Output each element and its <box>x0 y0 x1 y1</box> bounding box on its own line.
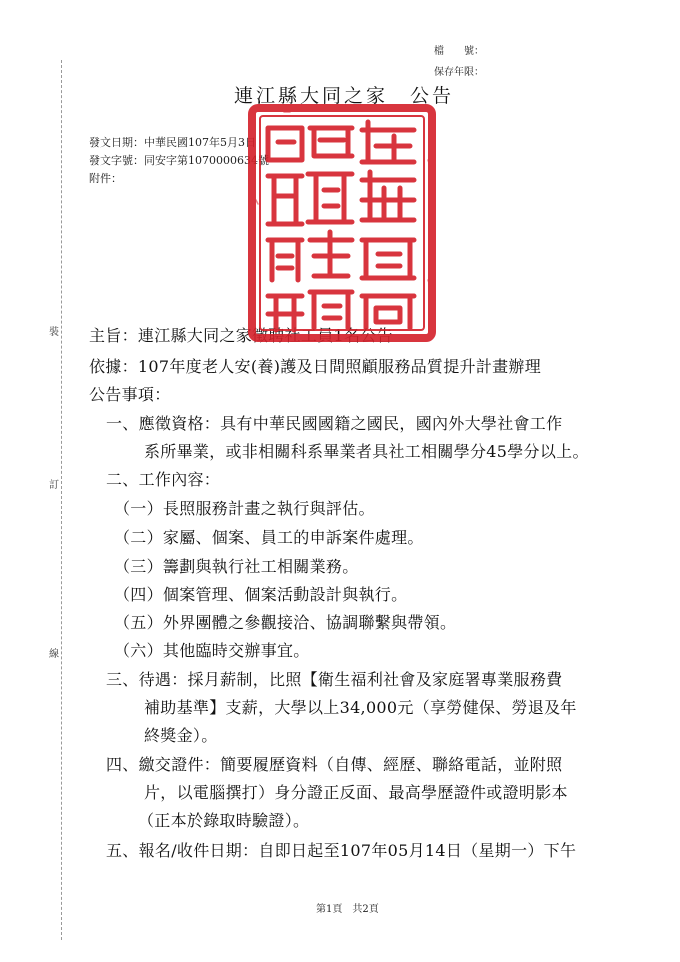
item4-text1: 簡要履歷資料（自傳、經歷、聯絡電話，並附照 <box>220 755 563 774</box>
binding-mark-xian: 線 <box>49 649 59 660</box>
issue-date-label: 發文日期： <box>89 136 144 149</box>
item1-line2: 系所畢業，或非相關科系畢業者具社工相關學分45學分以上。 <box>144 442 589 461</box>
item3-line2: 補助基準】支薪，大學以上34,000元（享勞健保、勞退及年 <box>144 698 577 717</box>
archive-no-label: 檔 號： <box>434 46 484 57</box>
binding-mark-zhuang: 裝 <box>49 327 59 338</box>
attachment-label: 附件： <box>89 172 122 185</box>
item4-line1 <box>106 752 562 775</box>
item2-sub-3: （三）籌劃與執行社工相關業務。 <box>114 557 359 576</box>
page-title: 連江縣大同之家 公告 <box>234 85 455 107</box>
binding-cut-line <box>61 60 62 940</box>
notice-label: 公告事項： <box>89 385 171 404</box>
item3-label: 三、待遇： <box>106 670 188 689</box>
item1-text1: 具有中華民國國籍之國民，國內外大學社會工作 <box>220 414 563 433</box>
page-number: 第1頁 共2頁 <box>316 904 379 915</box>
basis-label: 依據： <box>89 357 138 376</box>
basis-line <box>89 354 541 377</box>
item2-label: 二、工作內容： <box>106 470 221 489</box>
seal-glyph-column-middle <box>308 128 352 328</box>
doc-number-value: 同安字第1070000634號 <box>144 154 269 167</box>
retention-label: 保存年限： <box>434 67 484 78</box>
item3-line1 <box>106 667 562 690</box>
item2-sub-5: （五）外界團體之參觀接洽、協調聯繫與帶領。 <box>114 613 457 632</box>
item5-text1: 自即日起至107年05月14日（星期一）下午 <box>258 841 577 860</box>
binding-mark-ding: 訂 <box>49 480 59 491</box>
item2-sub-4: （四）個案管理、個案活動設計與執行。 <box>114 585 408 604</box>
item5-line1 <box>106 838 576 861</box>
item2-sub-2: （二）家屬、個案、員工的申訴案件處理。 <box>114 528 424 547</box>
item3-line3: 終獎金）。 <box>144 726 218 745</box>
official-seal <box>244 100 440 346</box>
doc-number-label: 發文字號： <box>89 154 144 167</box>
item4-label: 四、繳交證件： <box>106 755 221 774</box>
issue-date-row <box>89 134 256 152</box>
item1-line1 <box>106 411 562 434</box>
issue-date-value: 中華民國107年5月3日 <box>144 136 256 149</box>
item1-label: 一、應徵資格： <box>106 414 221 433</box>
item2-sub-6: （六）其他臨時交辦事宜。 <box>114 641 310 660</box>
item2-sub-1: （一）長照服務計畫之執行與評估。 <box>114 499 375 518</box>
subject-text: 連江縣大同之家徵聘社工員1名公告 <box>137 326 393 345</box>
seal-glyph-column-right <box>362 122 414 328</box>
item5-label: 五、報名/收件日期： <box>106 841 259 860</box>
basis-text: 107年度老人安(養)護及日間照顧服務品質提升計畫辦理 <box>137 357 542 376</box>
attachment-row <box>89 170 122 188</box>
seal-glyph-column-left <box>268 128 302 330</box>
seal-stamp-graphic <box>244 100 440 346</box>
item4-line3: （正本於錄取時驗證）。 <box>138 811 310 830</box>
doc-number-row <box>89 152 269 170</box>
item3-text1: 採月薪制，比照【衛生福利社會及家庭署專業服務費 <box>187 670 563 689</box>
item4-line2: 片，以電腦撰打）身分證正反面、最高學歷證件或證明影本 <box>144 783 568 802</box>
subject-label: 主旨： <box>89 326 138 345</box>
